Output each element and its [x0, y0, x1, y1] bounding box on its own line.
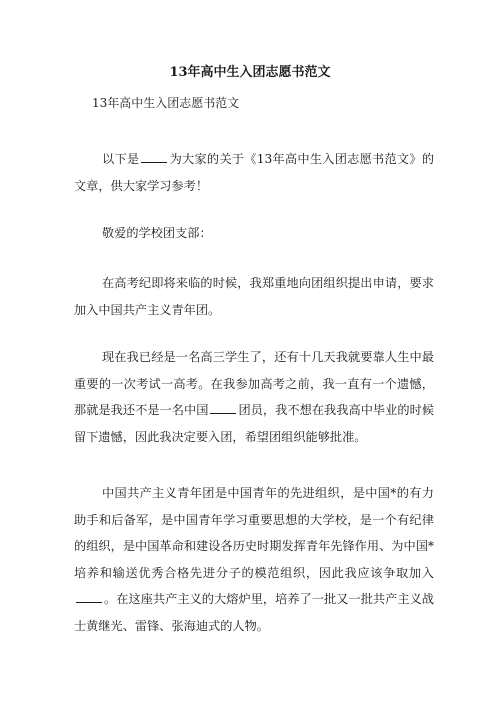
league-paragraph — [74, 480, 434, 639]
intro-text-start: 以下是 — [102, 152, 140, 166]
page-subtitle: 13年高中生入团志愿书范文 — [92, 96, 240, 110]
regret-text-end: 团员，我不想在我我高中毕业的时候留下遗憾，因此我决定要入团，希望团组织能够批准。 — [74, 403, 435, 444]
blank-line — [141, 150, 167, 163]
intro-paragraph — [74, 146, 434, 199]
greeting-paragraph: 敬爱的学校团支部： — [102, 226, 212, 240]
blank-line — [76, 590, 102, 603]
application-paragraph: 在高考纪即将来临的时候，我郑重地向团组织提出申请，要求加入中国共产主义青年团。 — [74, 276, 434, 317]
regret-text-start: 现在我已经是一名高三学生了，还有十几天我就要靠人生中最重要的一次考试一高考。在我参加高考之前，我一直有一个遗憾，那就是我还不是一名中国 — [74, 350, 434, 417]
league-text-start: 中国共产主义青年团是中国青年的先进组织，是中国*的有力助手和后备军，是中国青年学习重要思想的大学校，是一个有纪律的组织，是中国革命和建设各历史时期发挥青年先锋作用、为中国*培养和输送优秀合格先进分子的模范组织，因此我应该争取加入 — [74, 486, 434, 580]
league-text-end: 。在这座共产主义的大熔炉里，培养了一批又一批共产主义战士黄继光、雷锋、张海迪式的人物。 — [74, 592, 434, 633]
regret-paragraph — [74, 344, 434, 450]
blank-line — [210, 401, 236, 414]
intro-text-end: 为大家的关于《13年高中生入团志愿书范文》的文章，供大家学习参考！ — [74, 152, 435, 193]
page-title: 13年高中生入团志愿书范文 — [169, 65, 331, 80]
